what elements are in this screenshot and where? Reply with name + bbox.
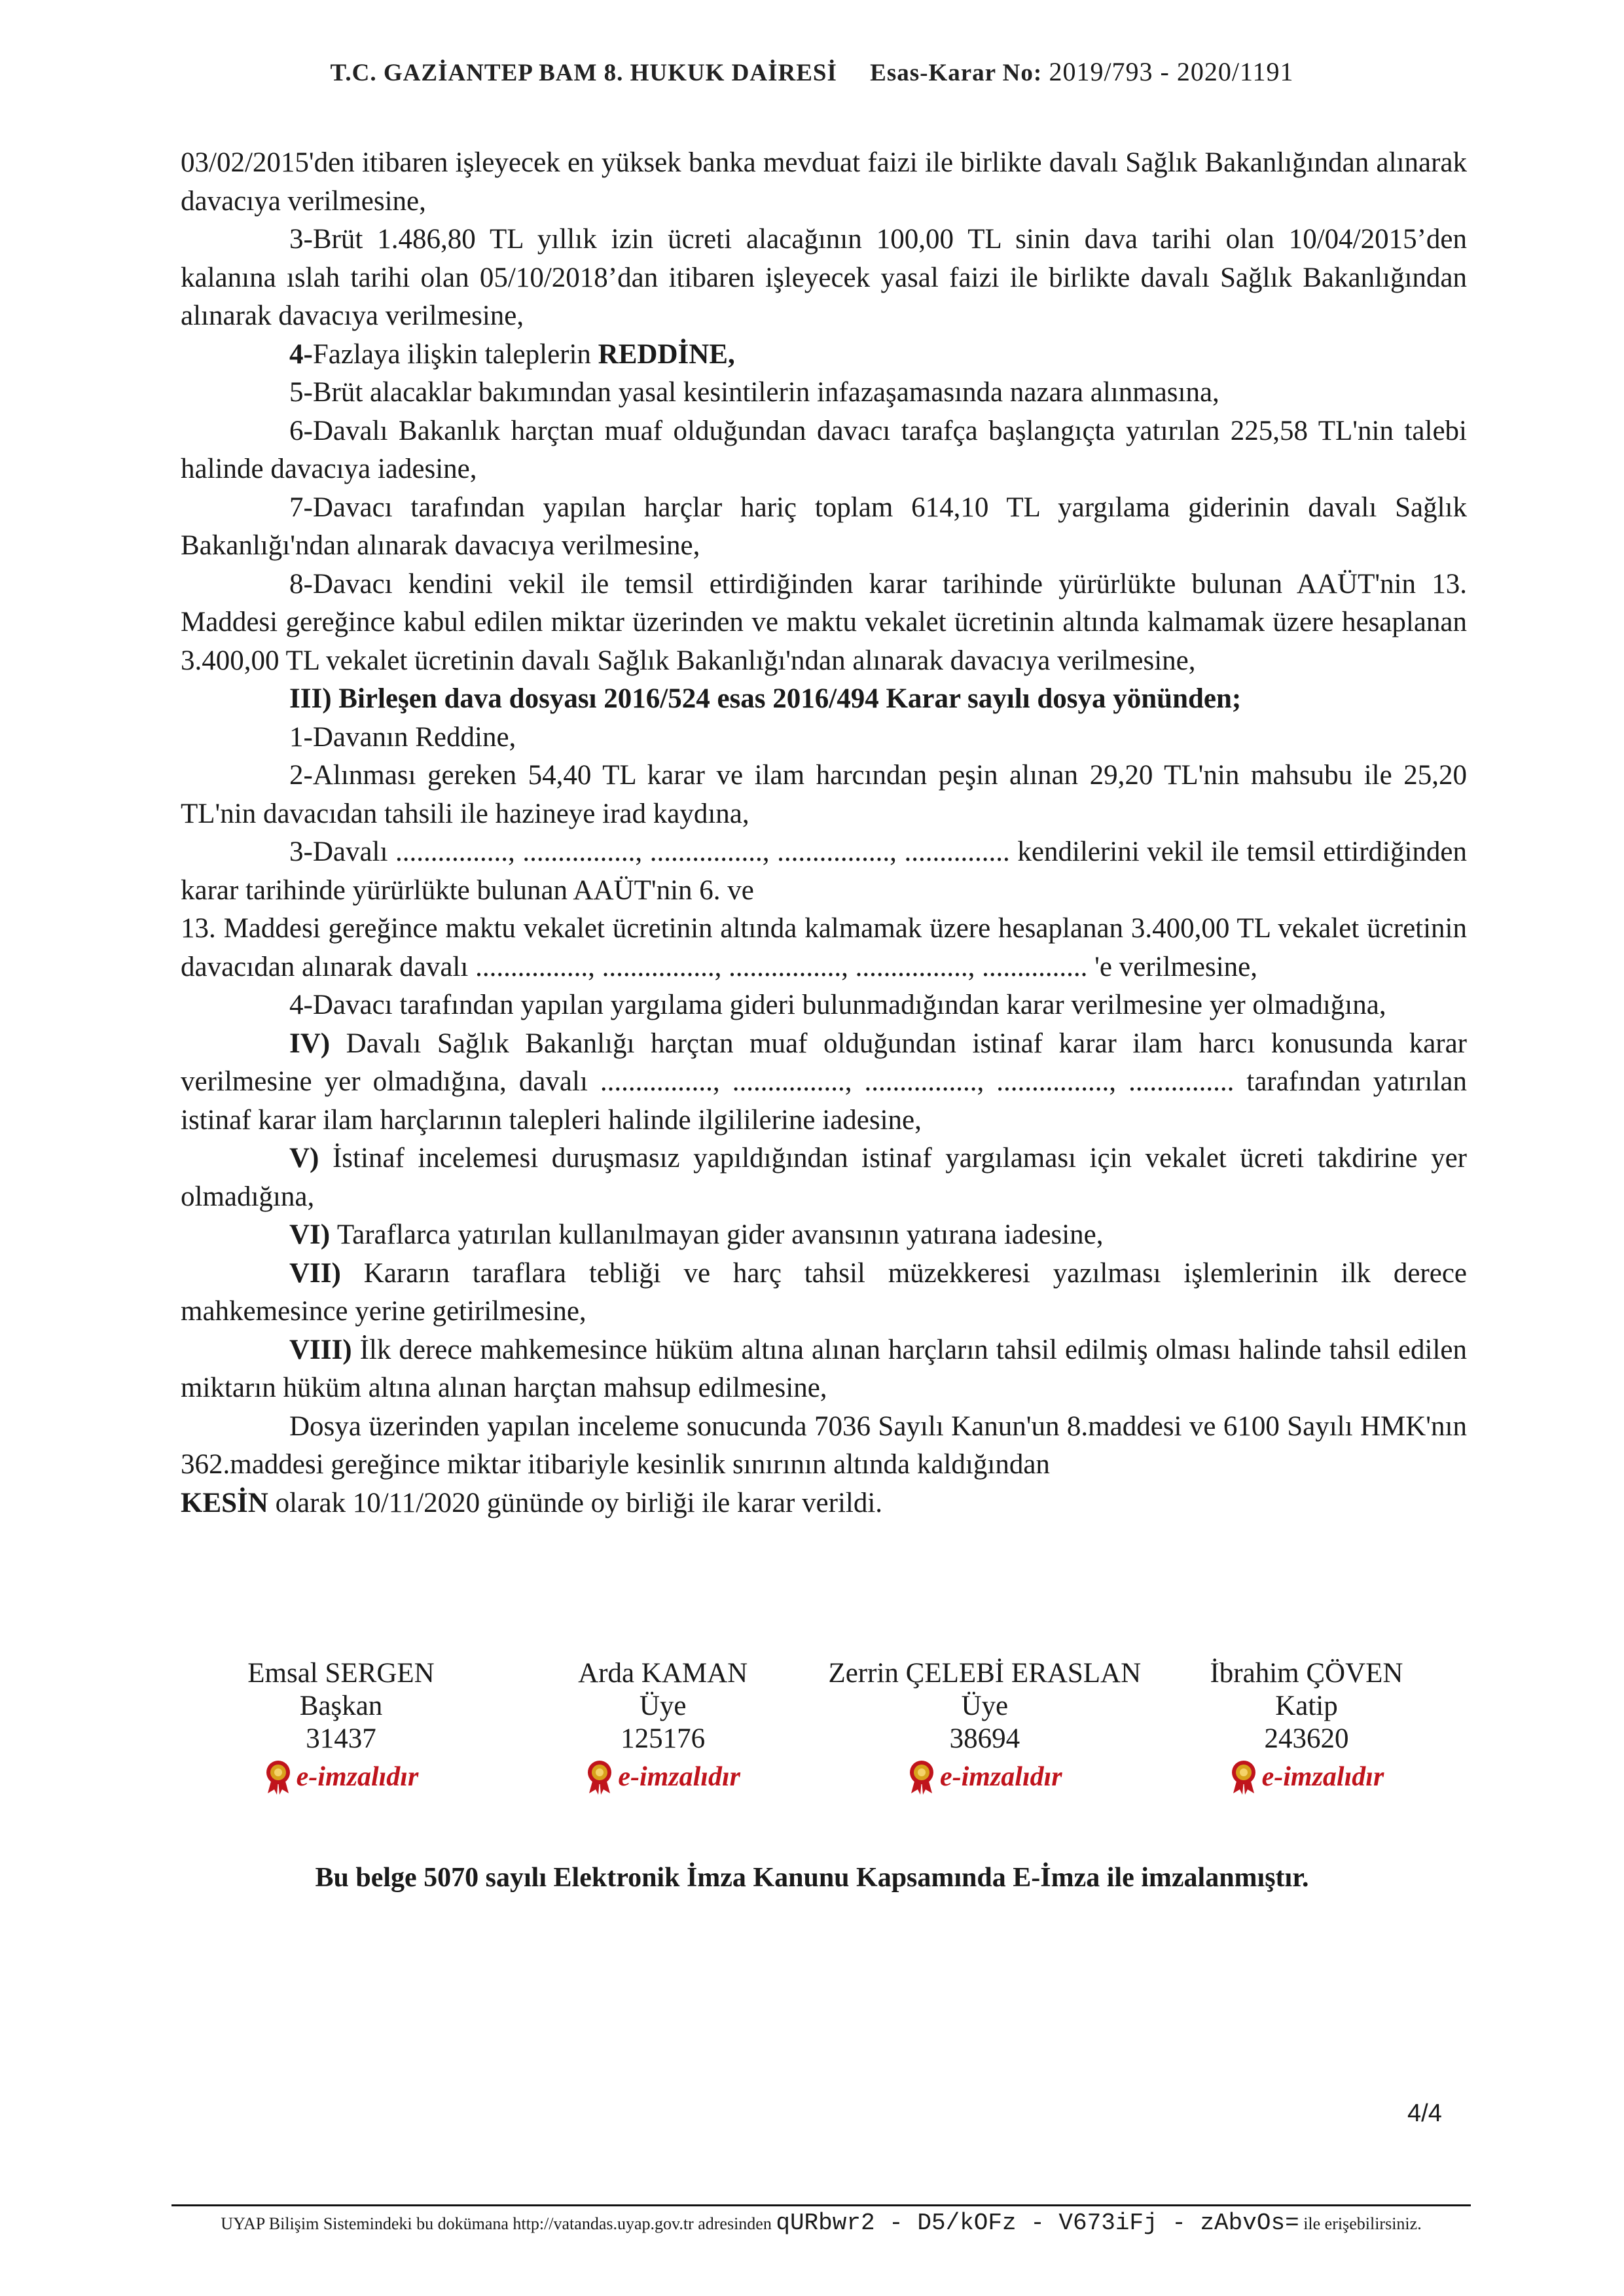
- seal-icon: [264, 1759, 293, 1795]
- signatory: [503, 1657, 823, 1803]
- e-signed-label: e-imzalıdır: [618, 1762, 740, 1792]
- e-signed-label: e-imzalıdır: [1261, 1762, 1384, 1792]
- page-number: 4/4: [1407, 2100, 1442, 2127]
- document-header: [0, 56, 1624, 87]
- seal-icon: [1229, 1759, 1258, 1795]
- paragraph-lead: VII): [289, 1257, 364, 1289]
- paragraph: [181, 1025, 1467, 1140]
- paragraph: [181, 489, 1467, 565]
- paragraph-text: 13. Maddesi gereğince maktu vekalet ücretinin altında kalmamak üzere hesaplanan 3.400,00 TL vekalet ücretinin davacıdan alınarak davalı ................, ................, ................, ................, ............... 'e verilmesine,: [181, 913, 1467, 982]
- footer-divider: [171, 2204, 1471, 2206]
- e-signature-note: Bu belge 5070 sayılı Elektronik İmza Kanunu Kapsamında E-İmza ile imzalanmıştır.: [315, 1863, 1309, 1893]
- paragraph-text: Fazlaya ilişkin taleplerin: [312, 338, 598, 370]
- signatory-name: Arda KAMAN: [578, 1658, 748, 1689]
- paragraph: [181, 1255, 1467, 1331]
- paragraph-lead: VIII): [289, 1334, 360, 1365]
- signatory: [824, 1657, 1145, 1803]
- paragraph: [181, 221, 1467, 336]
- case-number-label: Esas-Karar No:: [870, 60, 1043, 86]
- case-number-value: 2019/793 - 2020/1191: [1049, 57, 1294, 86]
- seal-icon: [907, 1759, 936, 1795]
- paragraph: [181, 1139, 1467, 1216]
- paragraph: [181, 336, 1467, 374]
- e-signed-label: e-imzalıdır: [296, 1762, 419, 1792]
- paragraph-text: 3-Davalı ................, ................, ................, ................, ............... kendilerini vekil ile temsil ettirdiğinden karar tarihinde yürürlükte bulunan AAÜT'nin 6. ve: [181, 836, 1467, 906]
- paragraph: [181, 757, 1467, 833]
- paragraph: [181, 1331, 1467, 1408]
- e-signed-label: e-imzalıdır: [939, 1762, 1062, 1792]
- paragraph-lead: 4-: [289, 338, 313, 370]
- signatory-id: 125176: [621, 1723, 706, 1754]
- paragraph-lead: IV): [289, 1028, 346, 1059]
- signature-block: [181, 1657, 1467, 1803]
- paragraph: [181, 1408, 1467, 1484]
- signatory-id: 31437: [306, 1723, 376, 1754]
- uyap-suffix: ile erişebilirsiniz.: [1299, 2214, 1422, 2233]
- paragraph-text: Dosya üzerinden yapılan inceleme sonucunda 7036 Sayılı Kanun'un 8.maddesi ve 6100 Sayılı HMK'nın 362.maddesi gereğince miktar itibariyle kesinlik sınırının altında kaldığından: [181, 1410, 1467, 1480]
- uyap-access-line: [171, 2210, 1471, 2236]
- paragraph: [181, 374, 1467, 412]
- paragraph: [181, 1216, 1467, 1255]
- paragraph: [181, 910, 1467, 986]
- paragraph: [181, 565, 1467, 681]
- paragraph-text: Davalı Sağlık Bakanlığı harçtan muaf olduğundan istinaf karar ilam harcı konusunda karar verilmesine yer olmadığına, davalı ................, ................, ................, ................, ............... tarafından yatırılan istinaf karar ilam harçlarının talepleri halinde ilgililerine iadesine,: [181, 1028, 1468, 1136]
- paragraph: [181, 412, 1467, 489]
- signatory-role: Başkan: [299, 1691, 383, 1721]
- signatory-name: Zerrin ÇELEBİ ERASLAN: [828, 1658, 1142, 1689]
- paragraph-text: 4-Davacı tarafından yapılan yargılama gideri bulunmadığından karar verilmesine yer olmadığına,: [289, 990, 1386, 1020]
- uyap-access-code: qURbwr2 - D5/kOFz - V673iFj - zAbvOs=: [776, 2210, 1299, 2236]
- signatory-role: Üye: [639, 1691, 687, 1721]
- paragraph-text: Kararın taraflara tebliği ve harç tahsil müzekkeresi yazılması işlemlerinin ilk derece mahkemesince yerine getirilmesine,: [181, 1257, 1468, 1327]
- signatory-name: İbrahim ÇÖVEN: [1210, 1658, 1403, 1689]
- paragraph: [181, 833, 1467, 910]
- paragraph: [181, 719, 1467, 757]
- signatory-role: Üye: [961, 1691, 1009, 1721]
- paragraph-text: 03/02/2015'den itibaren işleyecek en yüksek banka mevduat faizi ile birlikte davalı Sağlık Bakanlığından alınarak davacıya verilmesine,: [181, 147, 1467, 217]
- seal-icon: [585, 1759, 614, 1795]
- court-name: T.C. GAZİANTEP BAM 8. HUKUK DAİRESİ: [330, 60, 837, 86]
- e-signed-badge: [585, 1759, 740, 1795]
- paragraph-lead: V): [289, 1143, 333, 1174]
- paragraph-text: 1-Davanın Reddine,: [289, 721, 516, 753]
- paragraph-lead: KESİN: [181, 1487, 268, 1518]
- paragraph: [181, 680, 1467, 719]
- signatory-role: Katip: [1275, 1691, 1338, 1721]
- paragraph-text: 5-Brüt alacaklar bakımından yasal kesintilerin infazaşamasında nazara alınmasına,: [289, 377, 1219, 408]
- decision-body: [181, 144, 1467, 1522]
- paragraph-text: 7-Davacı tarafından yapılan harçlar hariç toplam 614,10 TL yargılama giderinin davalı Sağlık Bakanlığı'ndan alınarak davacıya verilmesine,: [181, 492, 1467, 561]
- paragraph-text: İlk derece mahkemesince hüküm altına alınan harçların tahsil edilmiş olması halinde tahsil edilen miktarın hüküm altına alınan harçtan mahsup edilmesine,: [181, 1334, 1467, 1403]
- signatory-name: Emsal SERGEN: [247, 1658, 435, 1689]
- paragraph: [181, 1484, 1467, 1523]
- signatory: [181, 1657, 501, 1803]
- e-signed-badge: [907, 1759, 1062, 1795]
- signatory: [1146, 1657, 1467, 1803]
- paragraph-text: 8-Davacı kendini vekil ile temsil ettirdiğinden karar tarihinde yürürlükte bulunan AAÜT'nin 13. Maddesi gereğince kabul edilen miktar üzerinden ve maktu vekalet ücretinin altında kalmamak üzere hesaplanan 3.400,00 TL vekalet ücretinin davalı Sağlık Bakanlığı'ndan alınarak davacıya verilmesine,: [181, 568, 1467, 676]
- uyap-prefix: UYAP Bilişim Sistemindeki bu dokümana http://vatandas.uyap.gov.tr adresinden: [221, 2214, 776, 2233]
- paragraph-lead: VI): [289, 1219, 337, 1250]
- paragraph-text: 2-Alınması gereken 54,40 TL karar ve ilam harcından peşin alınan 29,20 TL'nin mahsubu ile 25,20 TL'nin davacıdan tahsili ile hazineye irad kaydına,: [181, 760, 1467, 829]
- e-signed-badge: [1229, 1759, 1384, 1795]
- signatory-id: 38694: [949, 1723, 1020, 1754]
- paragraph-text: olarak 10/11/2020 gününde oy birliği ile karar verildi.: [268, 1487, 883, 1518]
- paragraph: [181, 144, 1467, 221]
- paragraph-emphasis: REDDİNE,: [598, 338, 735, 370]
- signatory-id: 243620: [1264, 1723, 1349, 1754]
- paragraph-text: İstinaf incelemesi duruşmasız yapıldığından istinaf yargılaması için vekalet ücreti takdirine yer olmadığına,: [181, 1143, 1468, 1212]
- e-signed-badge: [264, 1759, 419, 1795]
- paragraph-text: Taraflarca yatırılan kullanılmayan gider avansının yatırana iadesine,: [336, 1219, 1104, 1250]
- paragraph-text: 3-Brüt 1.486,80 TL yıllık izin ücreti alacağının 100,00 TL sinin dava tarihi olan 10/04/2015’den kalanına ıslah tarihi olan 05/10/2018’dan itibaren işleyecek yasal faizi ile birlikte davalı Sağlık Bakanlığından alınarak davacıya verilmesine,: [181, 224, 1467, 331]
- paragraph-lead: III) Birleşen dava dosyası 2016/524 esas 2016/494 Karar sayılı dosya yönünden;: [289, 683, 1242, 714]
- paragraph-text: 6-Davalı Bakanlık harçtan muaf olduğundan davacı tarafça başlangıçta yatırılan 225,58 TL'nin talebi halinde davacıya iadesine,: [181, 415, 1467, 484]
- paragraph: [181, 986, 1467, 1025]
